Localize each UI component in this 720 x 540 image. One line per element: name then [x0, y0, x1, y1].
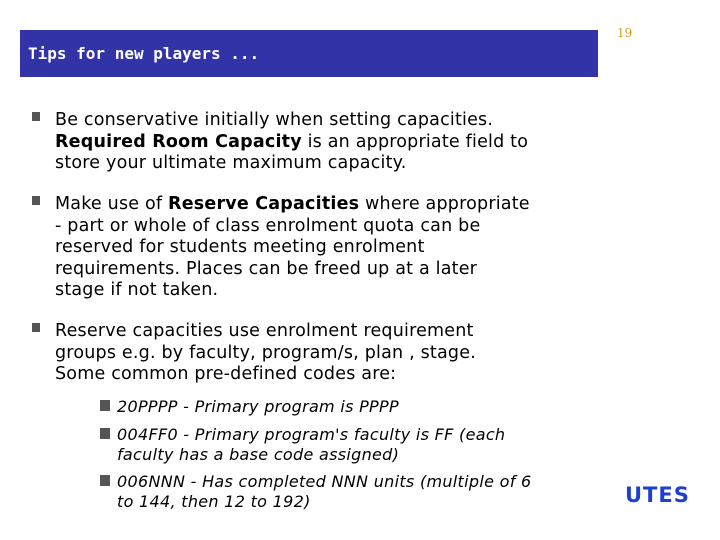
bullet-line: [55, 132, 592, 154]
bullet-line: [55, 194, 592, 216]
page-number: 19: [617, 26, 633, 40]
code-text: [117, 472, 600, 512]
title-bar: [20, 30, 598, 77]
code-line: faculty has a base code assigned): [117, 445, 400, 464]
bullet-item-1: [32, 110, 592, 175]
code-line: 004FF0 - Primary program's faculty is FF (each: [117, 425, 506, 444]
bullet-square-icon: [100, 400, 110, 411]
bullet-line: Reserve capacities use enrolment requirement: [55, 321, 474, 341]
bullet-item-3: [32, 321, 592, 386]
bullet-square-icon: [100, 475, 110, 486]
code-item-2: [100, 425, 600, 465]
bullet-text: [55, 110, 592, 175]
bullet-line-start: Make use of: [55, 194, 169, 214]
bullet-line: store your ultimate maximum capacity.: [55, 153, 407, 173]
bullet-square-icon: [100, 428, 110, 439]
code-item-1: [100, 397, 600, 417]
bullet-item-2: [32, 194, 592, 302]
code-line: 006NNN - Has completed NNN units (multiple of 6: [117, 472, 532, 491]
bold-term: Required Room Capacity: [55, 131, 302, 152]
bullet-line-rest: where appropriate: [359, 194, 530, 214]
slide-title: Tips for new players ...: [28, 44, 260, 63]
bullet-square-icon: [32, 112, 40, 121]
code-text: [117, 425, 600, 465]
bold-term: Reserve Capacities: [168, 194, 360, 214]
bullet-square-icon: [32, 323, 40, 332]
code-line: 20PPPP - Primary program is PPPP: [117, 397, 399, 416]
bullet-line: stage if not taken.: [55, 280, 219, 300]
bullet-text: [55, 194, 592, 302]
bullet-line: - part or whole of class enrolment quota can be: [55, 215, 481, 236]
code-line: to 144, then 12 to 192): [117, 492, 311, 511]
code-item-3: [100, 472, 600, 512]
bullet-line: requirements. Places can be freed up at a later: [55, 258, 478, 279]
bullet-line: groups e.g. by faculty, program/s, plan , stage.: [55, 342, 476, 363]
utes-logo: UTES: [625, 483, 690, 507]
code-text: [117, 397, 600, 417]
bullet-line: reserved for students meeting enrolment: [55, 237, 425, 257]
bullet-line: Be conservative initially when setting capacities.: [55, 110, 494, 130]
bullet-square-icon: [32, 196, 40, 205]
bullet-text: [55, 321, 592, 386]
bullet-line: Some common pre-defined codes are:: [55, 364, 397, 384]
bullet-line-rest: is an appropriate field to: [301, 131, 529, 152]
